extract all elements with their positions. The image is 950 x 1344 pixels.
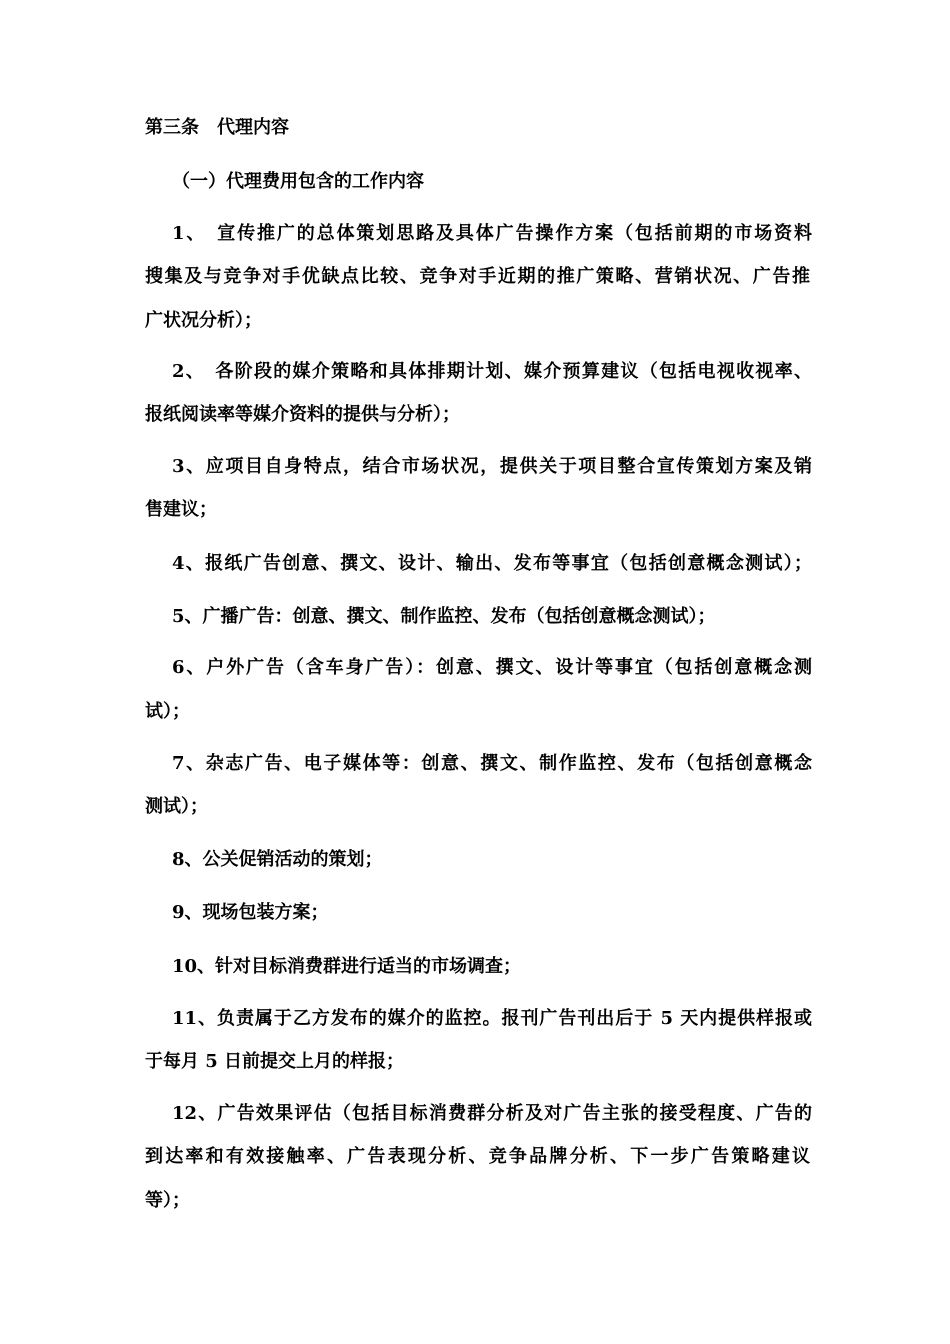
item-12-line-2: 到达率和有效接触率、广告表现分析、竞争品牌分析、下一步广告策略建议 xyxy=(145,1146,810,1167)
item-12-line-1: 12、广告效果评估（包括目标消费群分析及对广告主张的接受程度、广告的 xyxy=(172,1103,812,1124)
item-12-line-3: 等）； xyxy=(145,1190,190,1211)
item-2-line-1: 2、 各阶段的媒介策略和具体排期计划、媒介预算建议（包括电视收视率、 xyxy=(172,361,812,382)
item-3-line-2: 售建议； xyxy=(145,499,217,520)
item-7-line-1: 7、杂志广告、电子媒体等：创意、撰文、制作监控、发布（包括创意概念 xyxy=(172,753,812,774)
item-7-line-2: 测试）； xyxy=(145,796,208,817)
item-9: 9、现场包装方案； xyxy=(172,902,329,923)
item-1-line-1: 1、 宣传推广的总体策划思路及具体广告操作方案（包括前期的市场资料 xyxy=(172,223,812,244)
item-2-line-2: 报纸阅读率等媒介资料的提供与分析）； xyxy=(145,404,460,425)
item-4: 4、报纸广告创意、撰文、设计、输出、发布等事宜（包括创意概念测试）； xyxy=(172,553,812,574)
item-8: 8、公关促销活动的策划； xyxy=(172,849,383,870)
item-10: 10、针对目标消费群进行适当的市场调查； xyxy=(172,956,522,977)
section-subheading: （一）代理费用包含的工作内容 xyxy=(172,171,424,192)
item-3-line-1: 3、应项目自身特点，结合市场状况，提供关于项目整合宣传策划方案及销 xyxy=(172,456,812,477)
item-5: 5、广播广告：创意、撰文、制作监控、发布（包括创意概念测试）； xyxy=(172,606,716,627)
item-11-line-2: 于每月 5 日前提交上月的样报； xyxy=(145,1051,405,1072)
item-1-line-2: 搜集及与竞争对手优缺点比较、竞争对手近期的推广策略、营销状况、广告推 xyxy=(145,266,810,287)
item-6-line-2: 试）； xyxy=(145,701,190,722)
item-11-line-1: 11、负责属于乙方发布的媒介的监控。报刊广告刊出后于 5 天内提供样报或 xyxy=(172,1008,812,1029)
item-1-line-3: 广状况分析）； xyxy=(145,310,262,331)
item-6-line-1: 6、户外广告（含车身广告）：创意、撰文、设计等事宜（包括创意概念测 xyxy=(172,657,812,678)
article-heading: 第三条 代理内容 xyxy=(145,117,289,138)
